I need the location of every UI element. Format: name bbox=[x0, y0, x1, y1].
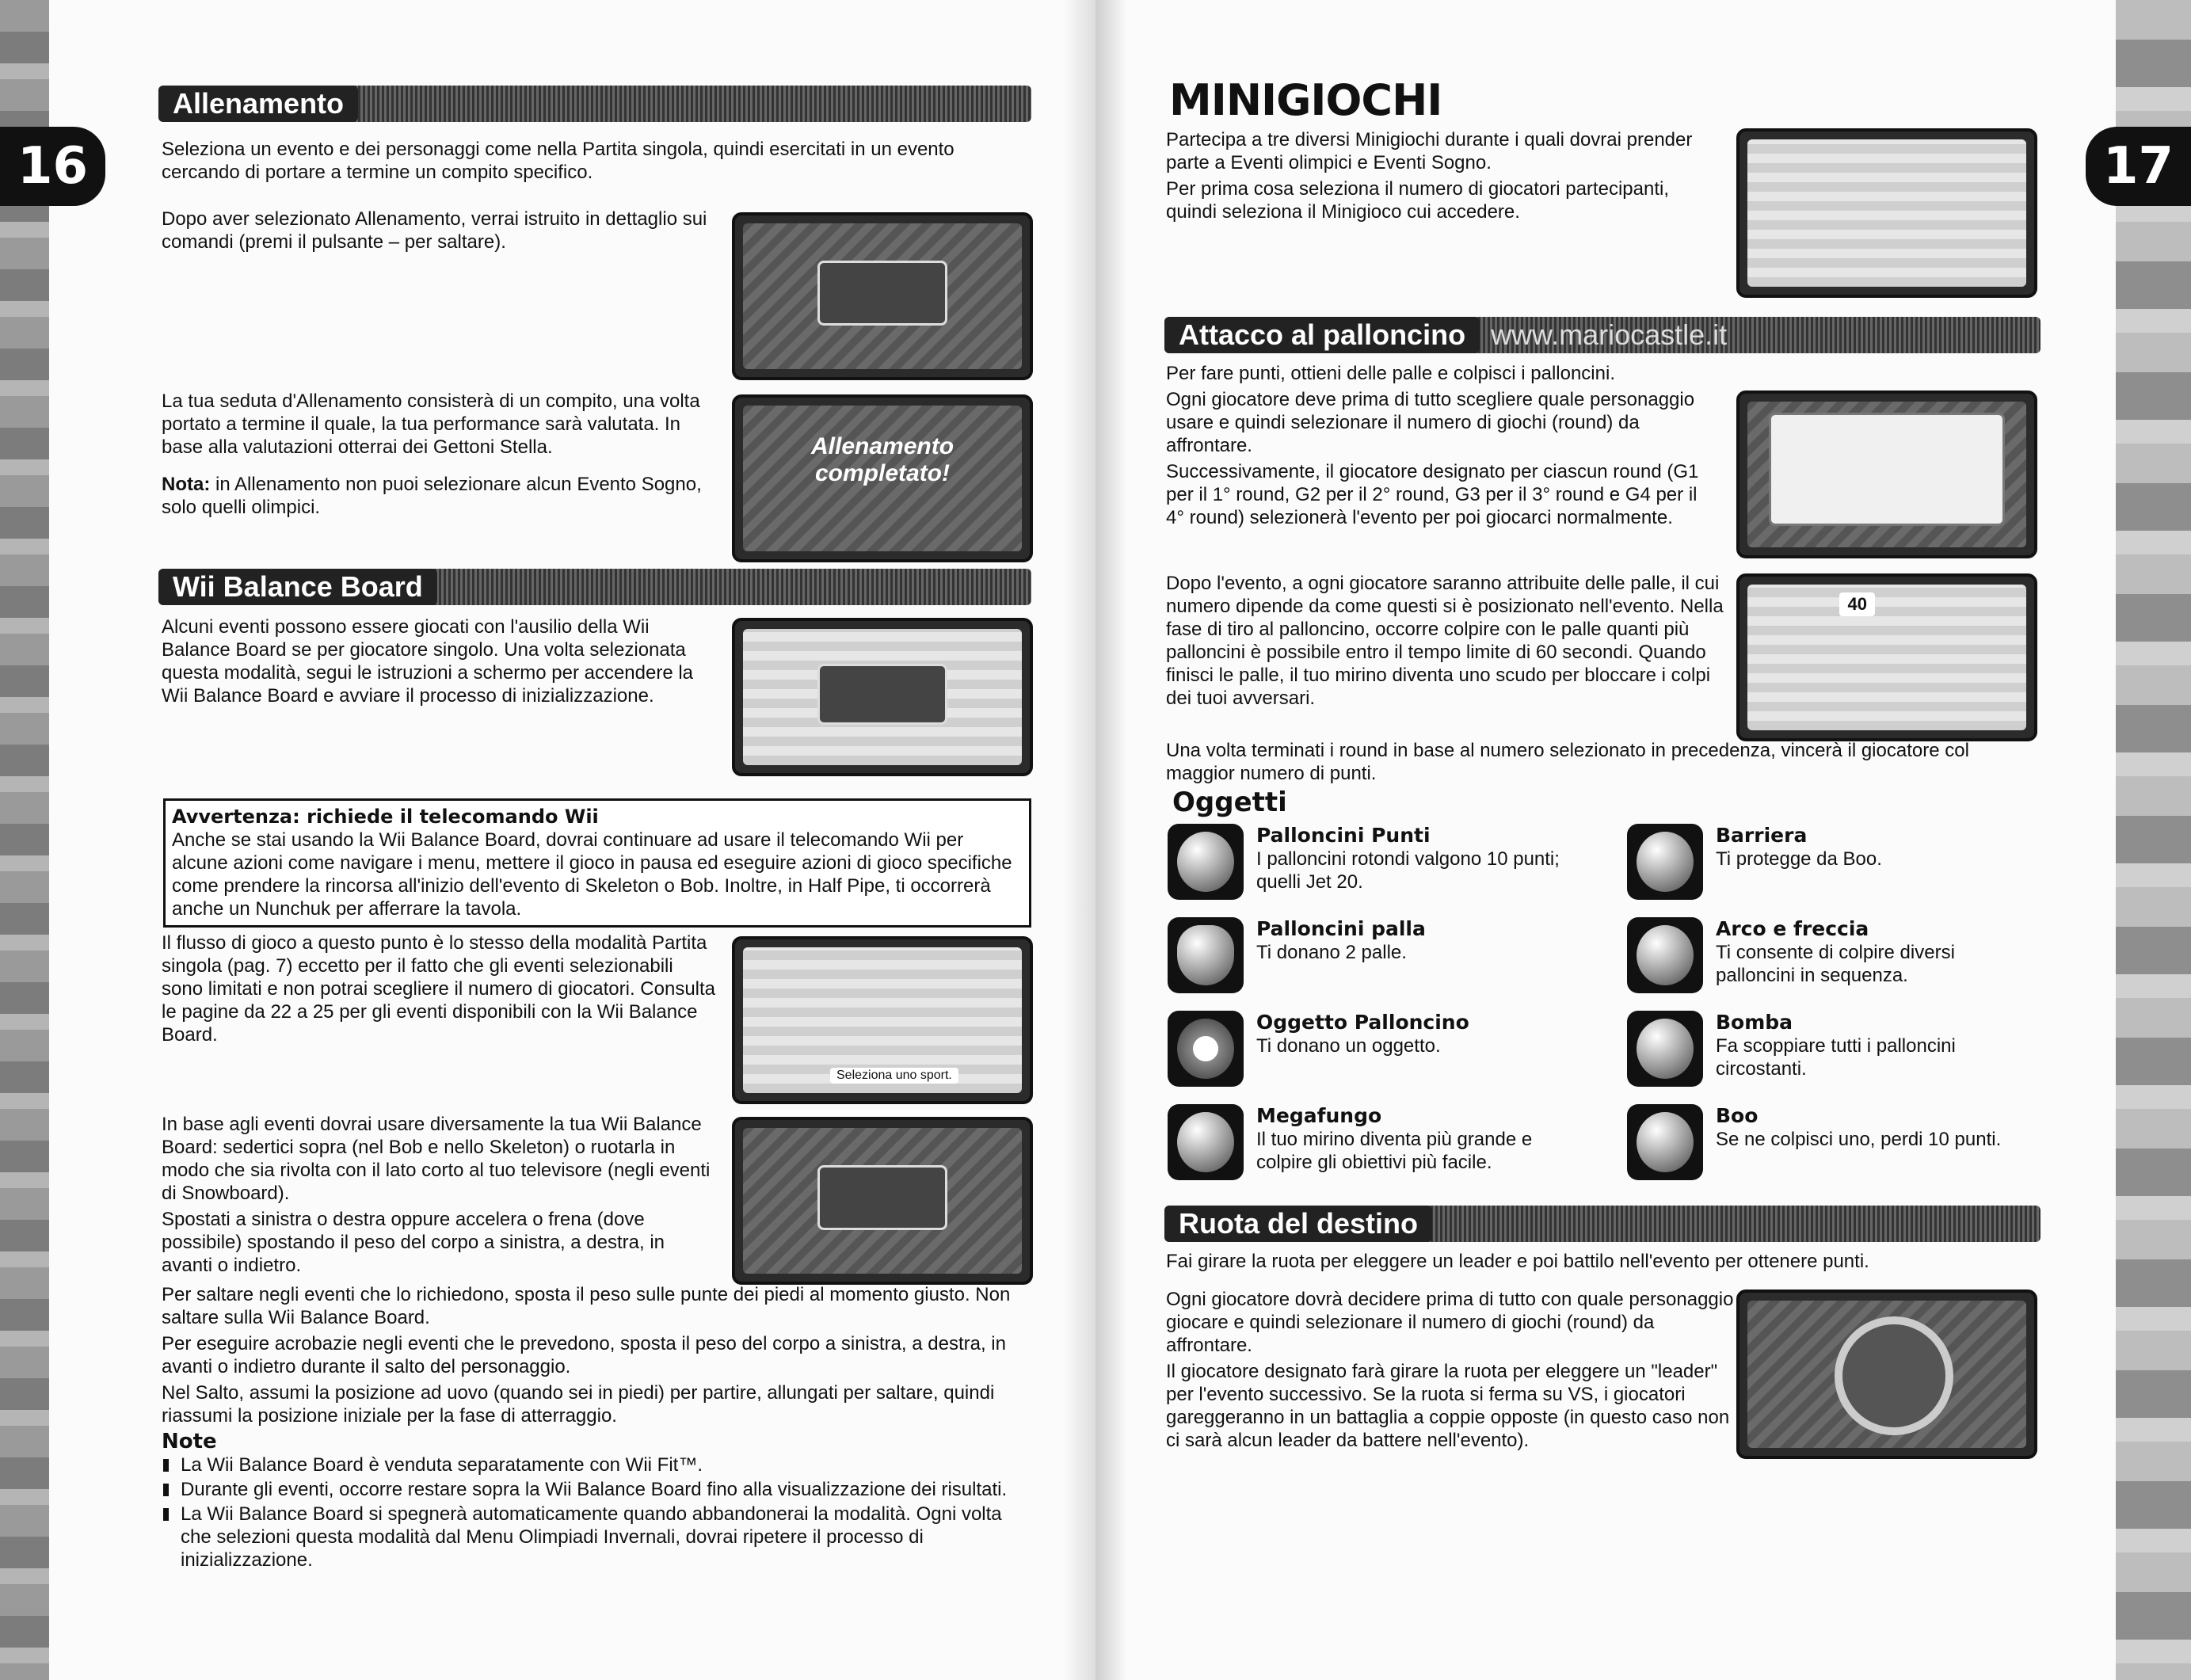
item-desc: Ti protegge da Boo. bbox=[1716, 848, 1882, 870]
item-name: Barriera bbox=[1716, 824, 1808, 847]
screenshot-allenamento-tutorial bbox=[732, 212, 1033, 380]
boo-ghost-icon bbox=[1627, 1104, 1703, 1180]
paragraph: La tua seduta d'Allenamento consisterà di un compito, una volta portato a termine il quale, la tua performance sarà valutata. In base alla valutazioni otterrai dei Gettoni Stella. bbox=[162, 390, 700, 458]
shield-bubble-icon bbox=[1627, 824, 1703, 900]
score-counter: 40 bbox=[1839, 592, 1874, 616]
screenshot-minigiochi-menu bbox=[1736, 128, 2037, 298]
paragraph: Fai girare la ruota per eleggere un leader e poi battilo nell'evento per ottenere punti. bbox=[1166, 1251, 1869, 1272]
nota-paragraph bbox=[162, 473, 716, 519]
paragraph: Partecipa a tre diversi Minigiochi durante i quali dovrai prender parte a Eventi olimpici e Eventi Sogno. bbox=[1166, 129, 1693, 173]
screenshot-image bbox=[1747, 139, 2026, 287]
paragraph: Spostati a sinistra o destra oppure accelera o frena (dove possibile) spostando il peso del corpo a sinistra, a destra, in avanti o indietro. bbox=[162, 1209, 665, 1276]
section-header-balance-board bbox=[158, 569, 1031, 605]
screenshot-allenamento-completato bbox=[732, 394, 1033, 562]
paragraph: Il giocatore designato farà girare la ruota per eleggere un "leader" per l'evento successivo. Se la ruota si ferma su VS, i giocatori gareggeranno in un battaglia a coppie opposte (in questo caso non ci sarà alcun leader da battere nell'evento). bbox=[1166, 1361, 1730, 1451]
screenshot-balance-board-setup bbox=[732, 618, 1033, 776]
item-bomba bbox=[1627, 1011, 2039, 1098]
item-desc: Il tuo mirino diventa più grande e colpire gli obiettivi più facile. bbox=[1256, 1129, 1533, 1173]
screenshot-ruota bbox=[1736, 1290, 2037, 1459]
warning-title: Avvertenza: richiede il telecomando Wii bbox=[172, 806, 599, 828]
item-desc: Se ne colpisci uno, perdi 10 punti. bbox=[1716, 1129, 2002, 1150]
wheel-graphic bbox=[1835, 1316, 1953, 1435]
screenshot-dialog bbox=[817, 664, 947, 725]
item-desc: I palloncini rotondi valgono 10 punti; quelli Jet 20. bbox=[1256, 848, 1560, 893]
screenshot-round-select bbox=[1736, 390, 2037, 558]
balloon-icon bbox=[1168, 824, 1244, 900]
screenshot-select-sport bbox=[732, 936, 1033, 1104]
screenshot-balloon-game bbox=[1736, 573, 2037, 741]
item-desc: Ti donano un oggetto. bbox=[1256, 1035, 1441, 1057]
minigiochi-heading: MINIGIOCHI bbox=[1169, 75, 1442, 125]
screenshot-balance-orientation bbox=[732, 1117, 1033, 1285]
oggetti-heading: Oggetti bbox=[1172, 787, 1287, 818]
item-megafungo bbox=[1168, 1104, 1579, 1191]
item-name: Boo bbox=[1716, 1104, 1759, 1127]
paragraph: Seleziona un evento e dei personaggi come nella Partita singola, quindi esercitati in un evento cercando di portare a termine un compito specifico. bbox=[162, 139, 955, 183]
item-name: Arco e freccia bbox=[1716, 917, 1869, 940]
screenshot-dialog bbox=[1769, 413, 2005, 526]
list-item: Durante gli eventi, occorre restare sopra la Wii Balance Board fino alla visualizzazione dei risultati. bbox=[162, 1478, 1033, 1501]
nota-text: in Allenamento non puoi selezionare alcun Evento Sogno, solo quelli olimpici. bbox=[162, 474, 702, 518]
section-title: Ruota del destino bbox=[1164, 1206, 1432, 1242]
section-title: Wii Balance Board bbox=[158, 569, 437, 605]
paragraph: Successivamente, il giocatore designato per ciascun round (G1 per il 1° round, G2 per il 2° round, G3 per il 3° round e G4 per il 4° round) selezionerà l'evento per poi giocarci normalmente. bbox=[1166, 461, 1699, 528]
paragraph: Alcuni eventi possono essere giocati con l'ausilio della Wii Balance Board se per giocatore singolo. Una volta selezionata questa modalità, segui le istruzioni a schermo per accendere la Wii Balance Board e avviare il processo di inizializzazione. bbox=[162, 616, 694, 707]
item-oggetto-palloncino bbox=[1168, 1011, 1579, 1098]
section-title: Allenamento bbox=[158, 86, 358, 122]
paragraph: Per prima cosa seleziona il numero di giocatori partecipanti, quindi seleziona il Minigioco cui accedere. bbox=[1166, 178, 1669, 223]
screenshot-dialog bbox=[817, 1165, 947, 1230]
paragraph: Per eseguire acrobazie negli eventi che le prevedono, sposta il peso del corpo a sinistra, a destra, in avanti o indietro durante il salto del personaggio. bbox=[162, 1333, 1006, 1377]
item-palloncini-punti bbox=[1168, 824, 1579, 911]
item-barriera bbox=[1627, 824, 2039, 911]
right-decorative-strip bbox=[2116, 0, 2191, 1680]
mushroom-icon bbox=[1168, 1104, 1244, 1180]
paragraph: Dopo l'evento, a ogni giocatore saranno attribuite delle palle, il cui numero dipende da come questi si è posizionato nell'evento. Nella fase di tiro al palloncino, occorre colpire con le palle quanti più palloncini è possibile entro il tempo limite di 60 secondi. Quando finisci le palle, il tuo mirino diventa uno scudo per bloccare i colpi dei tuoi avversari. bbox=[1166, 573, 1724, 709]
item-desc: Ti consente di colpire diversi palloncini in sequenza. bbox=[1716, 942, 1955, 986]
paragraph: Una volta terminati i round in base al numero selezionato in precedenza, vincerà il giocatore col maggior numero di punti. bbox=[1166, 740, 1969, 784]
nota-label: Nota: bbox=[162, 474, 211, 495]
paragraph: Per fare punti, ottieni delle palle e colpisci i palloncini. bbox=[1166, 363, 1615, 384]
notes-list bbox=[162, 1453, 1033, 1571]
item-palloncini-palla bbox=[1168, 917, 1579, 1004]
item-name: Palloncini Punti bbox=[1256, 824, 1431, 847]
page-number-right: 17 bbox=[2086, 127, 2191, 206]
screenshot-dialog bbox=[817, 261, 947, 326]
item-desc: Fa scoppiare tutti i palloncini circostanti. bbox=[1716, 1035, 1956, 1080]
item-arco-freccia bbox=[1627, 917, 2039, 1004]
balance-usage bbox=[162, 1113, 716, 1285]
item-name: Bomba bbox=[1716, 1011, 1793, 1034]
list-item: La Wii Balance Board è venduta separatamente con Wii Fit™. bbox=[162, 1453, 1033, 1476]
page-number-left: 16 bbox=[0, 127, 105, 206]
allenamento-body-2 bbox=[162, 390, 716, 527]
list-item: La Wii Balance Board si spegnerà automaticamente quando abbandonerai la modalità. Ogni volta che selezioni questa modalità dal Menu Olimpiadi Invernali, dovrai ripetere il processo di inizializzazione. bbox=[162, 1503, 1033, 1571]
attacco-body-3 bbox=[1166, 739, 2037, 793]
screenshot-caption: Allenamento completato! bbox=[810, 432, 955, 486]
section-header-ruota bbox=[1164, 1206, 2040, 1242]
minigiochi-intro bbox=[1166, 128, 1705, 231]
warning-text: Anche se stai usando la Wii Balance Board, dovrai continuare ad usare il telecomando Wii per alcune azioni come navigare i menu, mettere il gioco in pausa ed eseguire azioni di gioco specifiche come prendere la rincorsa all'inizio dell'evento di Skeleton o Bob. Inoltre, in Half Pipe, ti occorrerà anche un Nunchuk per afferrare la tavola. bbox=[172, 829, 1012, 920]
paragraph: Nel Salto, assumi la posizione ad uovo (quando sei in piedi) per partire, allungati per saltare, quindi riassumi la posizione iniziale per la fase di atterraggio. bbox=[162, 1382, 995, 1427]
note-title: Note bbox=[162, 1430, 217, 1453]
left-decorative-strip bbox=[0, 0, 49, 1680]
item-desc: Ti donano 2 palle. bbox=[1256, 942, 1407, 963]
attacco-body-2 bbox=[1166, 572, 1736, 713]
paragraph: In base agli eventi dovrai usare diversamente la tua Wii Balance Board: sedertici sopra (nel Bob e nello Skeleton) o ruotarla in modo che sia rivolta con il lato corto al tuo televisore (negli eventi di Snowboard). bbox=[162, 1114, 711, 1204]
ruota-body bbox=[1166, 1288, 1736, 1460]
section-header-allenamento bbox=[158, 86, 1031, 122]
attacco-body bbox=[1166, 362, 1720, 537]
item-boo bbox=[1627, 1104, 2039, 1191]
paragraph: Ogni giocatore dovrà decidere prima di tutto con quale personaggio giocare e quindi selezionare il numero di giochi (round) da affrontare. bbox=[1166, 1289, 1734, 1356]
paragraph: Ogni giocatore deve prima di tutto scegliere quale personaggio usare e quindi selezionare il numero di giochi (round) da affrontare. bbox=[1166, 389, 1695, 456]
warning-box bbox=[163, 798, 1031, 928]
balance-tips bbox=[162, 1283, 1033, 1573]
item-name: Palloncini palla bbox=[1256, 917, 1426, 940]
item-name: Megafungo bbox=[1256, 1104, 1382, 1127]
section-header-attacco bbox=[1164, 317, 2040, 353]
ruota-intro bbox=[1166, 1250, 2037, 1281]
item-name: Oggetto Palloncino bbox=[1256, 1011, 1469, 1034]
paragraph: Il flusso di gioco a questo punto è lo stesso della modalità Partita singola (pag. 7) eccetto per il fatto che gli eventi selezionabili sono limitati e non potrai scegliere il numero di giocatori. Consulta le pagine da 22 a 25 per gli eventi disponibili con la Wii Balance Board. bbox=[162, 932, 716, 1046]
star-balloon-icon bbox=[1168, 1011, 1244, 1087]
paragraph: Dopo aver selezionato Allenamento, verrai istruito in dettaglio sui comandi (premi il pulsante – per saltare). bbox=[162, 208, 707, 253]
watermark-text: www.mariocastle.it bbox=[1491, 318, 1728, 351]
balance-intro bbox=[162, 615, 716, 715]
allenamento-body bbox=[162, 208, 716, 261]
bomb-icon bbox=[1627, 1011, 1703, 1087]
section-title: Attacco al palloncino bbox=[1164, 317, 1480, 353]
screenshot-caption: Seleziona uno sport. bbox=[830, 1068, 958, 1084]
heart-balloon-icon bbox=[1168, 917, 1244, 993]
balance-flow bbox=[162, 931, 716, 1054]
allenamento-intro bbox=[162, 138, 1017, 192]
bow-arrow-icon bbox=[1627, 917, 1703, 993]
paragraph: Per saltare negli eventi che lo richiedono, sposta il peso sulle punte dei piedi al momento giusto. Non saltare sulla Wii Balance Board. bbox=[162, 1284, 1011, 1328]
screenshot-image bbox=[1747, 585, 2026, 730]
